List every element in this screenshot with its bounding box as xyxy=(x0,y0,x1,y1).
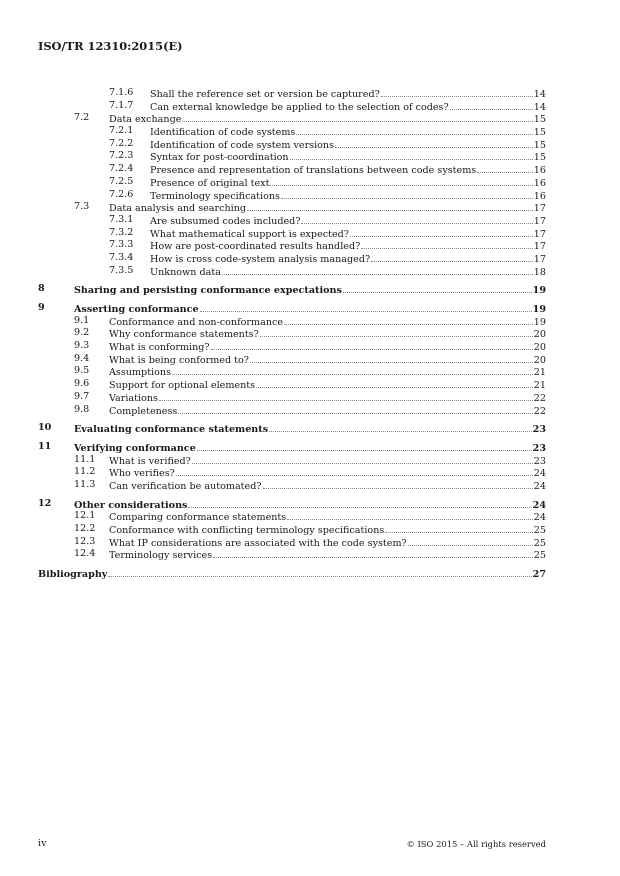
toc-entry-number: 7.3.2 xyxy=(109,226,134,238)
toc-entry[interactable] xyxy=(38,315,546,328)
toc-entry[interactable] xyxy=(38,422,546,435)
toc-entry-page: 17 xyxy=(533,253,546,265)
toc-entry-title: Terminology services xyxy=(109,550,213,562)
toc-entry-number: 7.3.4 xyxy=(109,251,134,263)
dot-leader xyxy=(256,378,533,388)
toc-entry[interactable] xyxy=(38,189,546,202)
toc-entry-title: How are post-coordinated results handled? xyxy=(150,241,361,253)
toc-entry-page: 24 xyxy=(532,499,546,511)
toc-entry-number: 11.3 xyxy=(74,478,96,490)
toc-entry-page: 14 xyxy=(533,89,546,100)
dot-leader xyxy=(178,404,532,414)
toc-entry-number: 10 xyxy=(38,422,52,434)
toc-entry[interactable] xyxy=(38,454,546,467)
toc-entry-number: 12.3 xyxy=(74,535,96,547)
toc-entry-page: 23 xyxy=(532,442,546,454)
toc-entry-number: 9.4 xyxy=(74,352,90,364)
toc-entry-title: How is cross code-system analysis managed? xyxy=(150,253,371,265)
toc-entry-page: 22 xyxy=(533,392,546,404)
toc-entry-page: 17 xyxy=(533,215,546,227)
toc-entry-title: Can verification be automated? xyxy=(109,480,262,492)
toc-entry-number: 9.3 xyxy=(74,340,90,352)
toc-entry-page: 22 xyxy=(533,405,546,417)
toc-entry-page: 14 xyxy=(533,101,546,113)
toc-entry-number: 9.5 xyxy=(74,365,90,377)
dot-leader xyxy=(408,536,533,546)
dot-leader xyxy=(287,510,533,520)
dot-leader xyxy=(222,265,533,275)
toc-entry-title: Why conformance statements? xyxy=(109,329,259,341)
toc-entry[interactable] xyxy=(38,523,546,536)
toc-entry[interactable] xyxy=(38,163,546,176)
toc-entry-number: 9 xyxy=(38,302,45,313)
toc-entry[interactable] xyxy=(38,498,546,511)
toc-entry-number: 9.7 xyxy=(74,390,90,402)
toc-entry[interactable] xyxy=(38,214,546,227)
dot-leader xyxy=(361,239,533,249)
toc-entry-page: 16 xyxy=(533,165,546,177)
toc-entry-title: Can external knowledge be applied to the selection of codes? xyxy=(150,101,449,113)
toc-entry-number: 7.1.7 xyxy=(109,99,134,111)
toc-entry-page: 19 xyxy=(532,285,546,297)
dot-leader xyxy=(270,176,532,186)
dot-leader xyxy=(176,466,533,476)
toc-entry-title: Conformance with conflicting terminology specifications xyxy=(109,525,385,536)
toc-entry-title: Support for optional elements xyxy=(109,380,256,392)
document-id: ISO/TR 12310:2015(E) xyxy=(38,39,183,53)
toc-entry[interactable] xyxy=(38,353,546,366)
page-number: iv xyxy=(38,838,47,849)
toc-entry-number: 9.6 xyxy=(74,378,90,390)
toc-entry-page: 25 xyxy=(533,537,546,549)
toc-entry[interactable] xyxy=(38,510,546,523)
toc-entry-page: 17 xyxy=(533,228,546,240)
dot-leader xyxy=(159,391,533,401)
copyright-notice: © ISO 2015 – All rights reserved xyxy=(406,839,546,849)
toc-entry-page: 16 xyxy=(533,190,546,202)
toc-entry-page: 19 xyxy=(533,316,546,328)
toc-entry-number: 9.2 xyxy=(74,327,90,339)
toc-entry-number: 12.1 xyxy=(74,510,96,522)
toc-entry-title: What is verified? xyxy=(109,455,191,467)
toc-entry[interactable] xyxy=(38,327,546,340)
toc-entry-number: 7.3 xyxy=(74,201,90,213)
toc-entry[interactable] xyxy=(38,548,546,561)
toc-entry-title: Conformance and non-conformance xyxy=(109,316,284,328)
toc-entry-page: 19 xyxy=(532,304,546,315)
toc-entry-number: 7.2.6 xyxy=(109,188,134,200)
toc-entry-number: 11.2 xyxy=(74,466,96,478)
toc-entry-number: 7.3.5 xyxy=(109,264,134,276)
dot-leader xyxy=(211,340,533,350)
dot-leader xyxy=(343,283,532,293)
dot-leader xyxy=(301,214,532,224)
dot-leader xyxy=(250,353,533,363)
toc-entry-page: 17 xyxy=(533,241,546,253)
toc-entry[interactable] xyxy=(38,138,546,151)
toc-entry-title: Data exchange xyxy=(109,114,182,126)
toc-entry[interactable] xyxy=(38,283,546,296)
toc-entry-page: 20 xyxy=(533,329,546,341)
dot-leader xyxy=(263,479,533,489)
toc-entry-page: 21 xyxy=(533,380,546,392)
toc-entry-page: 25 xyxy=(533,525,546,536)
toc-entry-title: What mathematical support is expected? xyxy=(150,228,349,240)
toc-entry-page: 16 xyxy=(533,177,546,189)
toc-entry-title: Syntax for post-coordination xyxy=(150,152,289,164)
toc-entry-title: What is being conformed to? xyxy=(109,354,249,366)
toc-entry[interactable] xyxy=(38,150,546,163)
toc-entry[interactable] xyxy=(38,441,546,454)
toc-entry[interactable] xyxy=(38,125,546,138)
toc-entry-title: Sharing and persisting conformance expectations xyxy=(74,285,342,297)
toc-entry-title: Bibliography xyxy=(38,569,108,581)
toc-entry-number: 7.2.1 xyxy=(109,125,134,137)
toc-entry-title: What is conforming? xyxy=(109,342,210,354)
toc-entry-title: Presence and representation of translations between code systems xyxy=(150,165,477,177)
toc-entry-title: Data analysis and searching xyxy=(109,203,247,215)
dot-leader xyxy=(260,327,533,337)
dot-leader xyxy=(477,163,533,173)
toc-entry-title: Who verifies? xyxy=(109,468,175,480)
dot-leader xyxy=(371,252,533,262)
toc-entry[interactable] xyxy=(38,479,546,492)
toc-entry-title: Shall the reference set or version be captured? xyxy=(150,89,380,100)
toc-entry[interactable] xyxy=(38,340,546,353)
toc-entry[interactable] xyxy=(38,227,546,240)
dot-leader xyxy=(172,365,533,375)
toc-entry-page: 15 xyxy=(533,114,546,126)
toc-entry-title: Unknown data xyxy=(150,266,221,278)
toc-entry-page: 20 xyxy=(533,342,546,354)
toc-entry-page: 24 xyxy=(533,468,546,480)
toc-entry-number: 12.4 xyxy=(74,548,96,560)
toc-entry-title: Presence of original text xyxy=(150,177,270,189)
toc-entry-page: 23 xyxy=(533,455,546,467)
toc-entry[interactable] xyxy=(38,265,546,278)
toc-entry-page: 18 xyxy=(533,266,546,278)
dot-leader xyxy=(450,100,533,110)
toc-entry-page: 24 xyxy=(533,480,546,492)
toc-entry-number: 11 xyxy=(38,440,52,452)
toc-entry[interactable] xyxy=(38,378,546,391)
toc-entry-number: 8 xyxy=(38,283,45,295)
toc-entry-number: 9.8 xyxy=(74,403,90,415)
toc-entry[interactable] xyxy=(38,404,546,417)
toc-entry-number: 7.2 xyxy=(74,112,90,124)
toc-entry-title: Terminology specifications xyxy=(150,190,280,202)
toc-entry[interactable] xyxy=(38,391,546,404)
dot-leader xyxy=(296,125,532,135)
toc-entry-number: 7.2.2 xyxy=(109,137,134,149)
dot-leader xyxy=(385,523,532,533)
toc-entry-page: 15 xyxy=(533,139,546,151)
dot-leader xyxy=(213,548,533,558)
toc-entry-page: 20 xyxy=(533,354,546,366)
toc-entry[interactable] xyxy=(38,176,546,189)
toc-entry-title: Asserting conformance xyxy=(74,304,199,315)
dot-leader xyxy=(182,112,532,122)
toc-entry-page: 15 xyxy=(533,127,546,139)
toc-entry-page: 24 xyxy=(533,512,546,524)
toc-entry[interactable] xyxy=(38,201,546,214)
toc-entry-page: 15 xyxy=(533,152,546,164)
toc-entry-page: 23 xyxy=(532,424,546,436)
toc-entry-title: Verifying conformance xyxy=(74,442,196,454)
toc-entry-number: 7.2.5 xyxy=(109,175,134,187)
toc-entry-page: 21 xyxy=(533,367,546,379)
toc-entry[interactable] xyxy=(38,567,546,580)
toc-entry-title: Assumptions xyxy=(109,367,171,379)
toc-entry-title: Variations xyxy=(109,392,158,404)
dot-leader xyxy=(290,150,533,160)
dot-leader xyxy=(281,189,533,199)
toc-entry-number: 11.1 xyxy=(74,453,96,465)
toc-entry[interactable] xyxy=(38,365,546,378)
toc-entry-title: What IP considerations are associated with the code system? xyxy=(109,537,407,549)
toc-entry-number: 12.2 xyxy=(74,523,96,534)
toc-entry-number: 12 xyxy=(38,497,52,509)
dot-leader xyxy=(200,302,532,312)
toc-entry[interactable] xyxy=(38,112,546,125)
dot-leader xyxy=(197,441,532,451)
toc-entry-title: Evaluating conformance statements xyxy=(74,424,269,436)
dot-leader xyxy=(192,454,533,464)
toc-entry-number: 9.1 xyxy=(74,314,90,326)
toc-entry[interactable] xyxy=(38,466,546,479)
toc-entry-title: Are subsumed codes included? xyxy=(150,215,301,227)
toc-entry[interactable] xyxy=(38,87,546,100)
toc-entry-title: Identification of code system versions xyxy=(150,139,335,151)
toc-entry-title: Identification of code systems xyxy=(150,127,296,139)
toc-entry-page: 25 xyxy=(533,550,546,562)
toc-entry[interactable] xyxy=(38,536,546,549)
toc-entry[interactable] xyxy=(38,239,546,252)
toc-entry[interactable] xyxy=(38,302,546,315)
dot-leader xyxy=(381,87,533,97)
toc-entry-title: Other considerations xyxy=(74,499,188,511)
dot-leader xyxy=(188,498,531,508)
toc-entry-number: 7.1.6 xyxy=(109,87,134,98)
dot-leader xyxy=(350,227,533,237)
toc-entry-page: 17 xyxy=(533,203,546,215)
dot-leader xyxy=(335,138,533,148)
dot-leader xyxy=(247,201,533,211)
toc-entry[interactable] xyxy=(38,252,546,265)
table-of-contents xyxy=(38,87,546,580)
dot-leader xyxy=(269,422,532,432)
toc-entry-title: Comparing conformance statements xyxy=(109,512,287,524)
toc-entry-number: 7.2.3 xyxy=(109,150,134,162)
toc-entry[interactable] xyxy=(38,100,546,113)
toc-entry-number: 7.3.1 xyxy=(109,213,134,225)
toc-entry-number: 7.3.3 xyxy=(109,239,134,251)
toc-entry-page: 27 xyxy=(532,569,546,581)
toc-entry-number: 7.2.4 xyxy=(109,163,134,175)
toc-entry-title: Completeness xyxy=(109,405,178,417)
dot-leader xyxy=(284,315,533,325)
dot-leader xyxy=(108,567,531,577)
